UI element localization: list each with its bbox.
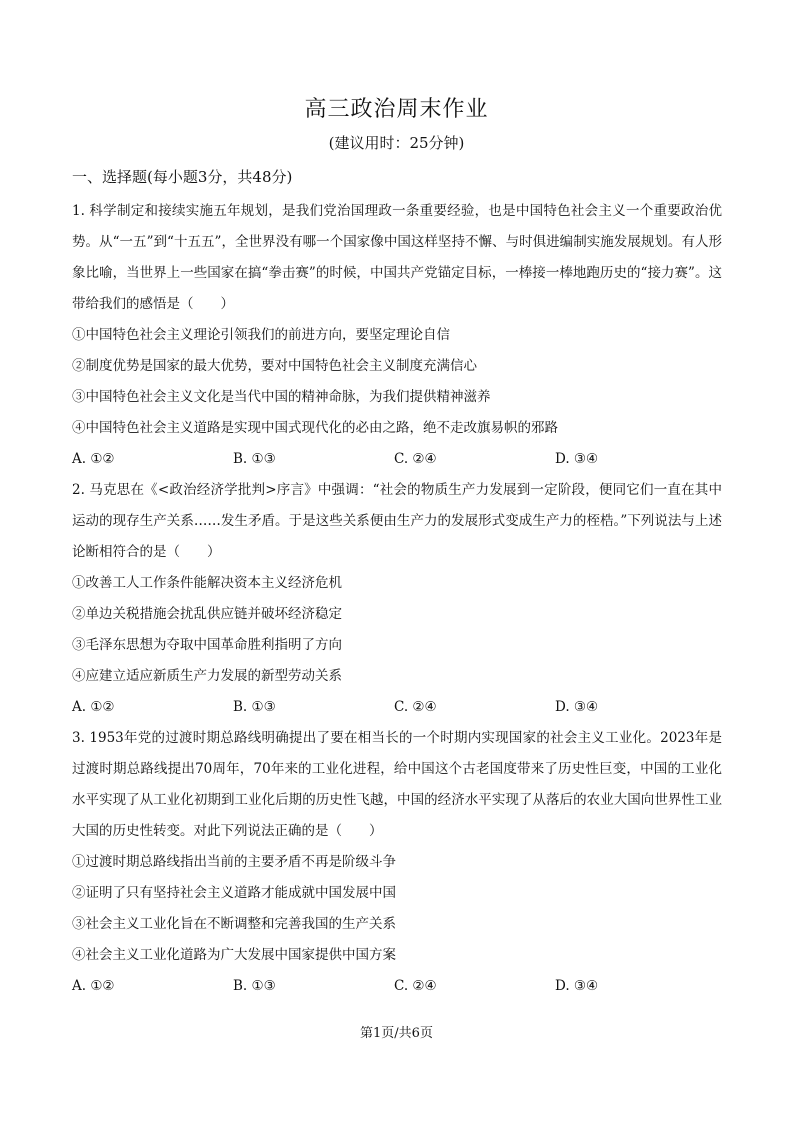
choice-a: A. ①②: [72, 451, 115, 467]
choice-c: C. ②④: [394, 699, 437, 715]
statement-option: ②证明了只有坚持社会主义道路才能成就中国发展中国: [72, 885, 396, 901]
page-subtitle: (建议用时：25分钟): [328, 134, 465, 152]
choice-d: D. ③④: [555, 699, 599, 715]
choice-c: C. ②④: [394, 451, 437, 467]
choice-b: B. ①③: [233, 699, 276, 715]
choice-a: A. ①②: [72, 978, 115, 994]
statement-option: ②单边关税措施会扰乱供应链并破坏经济稳定: [72, 606, 342, 622]
statement-option: ②制度优势是国家的最大优势，要对中国特色社会主义制度充满信心: [72, 358, 477, 374]
question-stem: 3. 1953年党的过渡时期总路线明确提出了要在相当长的一个时期内实现国家的社会主义工业化。2023年是过渡时期总路线提出70周年，70年来的工业化进程，给中国这个古老国度带来了历史性巨变，中国的工业化水平实现了从工业化初期到工业化后期的历史性飞越，中国的经济水平实现了从落后的农业大国向世界性工业大国的历史性转变。对此下列说法正确的是（ ）: [72, 730, 722, 839]
section-heading: 一、选择题(每小题3分，共48分): [72, 168, 293, 186]
page-number: 第1页/共6页: [360, 1026, 433, 1041]
answer-choices: [72, 444, 722, 475]
statement-option: ①改善工人工作条件能解决资本主义经济危机: [72, 575, 342, 591]
question-list: [72, 196, 722, 1002]
answer-choices: [72, 692, 722, 723]
statement-option: ③社会主义工业化旨在不断调整和完善我国的生产关系: [72, 916, 396, 932]
statement-option: ①过渡时期总路线指出当前的主要矛盾不再是阶级斗争: [72, 854, 396, 870]
question-stem: 2. 马克思在《<政治经济学批判>序言》中强调：“社会的物质生产力发展到一定阶段，便同它们一直在其中运动的现存生产关系……发生矛盾。于是这些关系便由生产力的发展形式变成生产力的桎梏。”下列说法与上述论断相符合的是（ ）: [72, 482, 722, 560]
statement-option: ④中国特色社会主义道路是实现中国式现代化的必由之路，绝不走改旗易帜的邪路: [72, 420, 558, 436]
answer-choices: [72, 971, 722, 1002]
choice-d: D. ③④: [555, 451, 599, 467]
statement-option: ③中国特色社会主义文化是当代中国的精神命脉，为我们提供精神滋养: [72, 389, 491, 405]
question-3: [72, 723, 722, 1002]
choice-a: A. ①②: [72, 699, 115, 715]
choice-b: B. ①③: [233, 978, 276, 994]
statement-option: ①中国特色社会主义理论引领我们的前进方向，要坚定理论自信: [72, 327, 450, 343]
statement-option: ③毛泽东思想为夺取中国革命胜利指明了方向: [72, 637, 342, 653]
statement-option: ④应建立适应新质生产力发展的新型劳动关系: [72, 668, 342, 684]
choice-b: B. ①③: [233, 451, 276, 467]
choice-d: D. ③④: [555, 978, 599, 994]
page-title: 高三政治周末作业: [304, 97, 489, 122]
choice-c: C. ②④: [394, 978, 437, 994]
question-stem: 1. 科学制定和接续实施五年规划，是我们党治国理政一条重要经验，也是中国特色社会主义一个重要政治优势。从“一五”到“十五五”，全世界没有哪一个国家像中国这样坚持不懈、与时俱进编制实施发展规划。有人形象比喻，当世界上一些国家在搞“拳击赛”的时候，中国共产党锚定目标，一棒接一棒地跑历史的“接力赛”。这带给我们的感悟是（ ）: [72, 203, 722, 312]
statement-option: ④社会主义工业化道路为广大发展中国家提供中国方案: [72, 947, 396, 963]
question-1: [72, 196, 722, 475]
question-2: [72, 475, 722, 723]
